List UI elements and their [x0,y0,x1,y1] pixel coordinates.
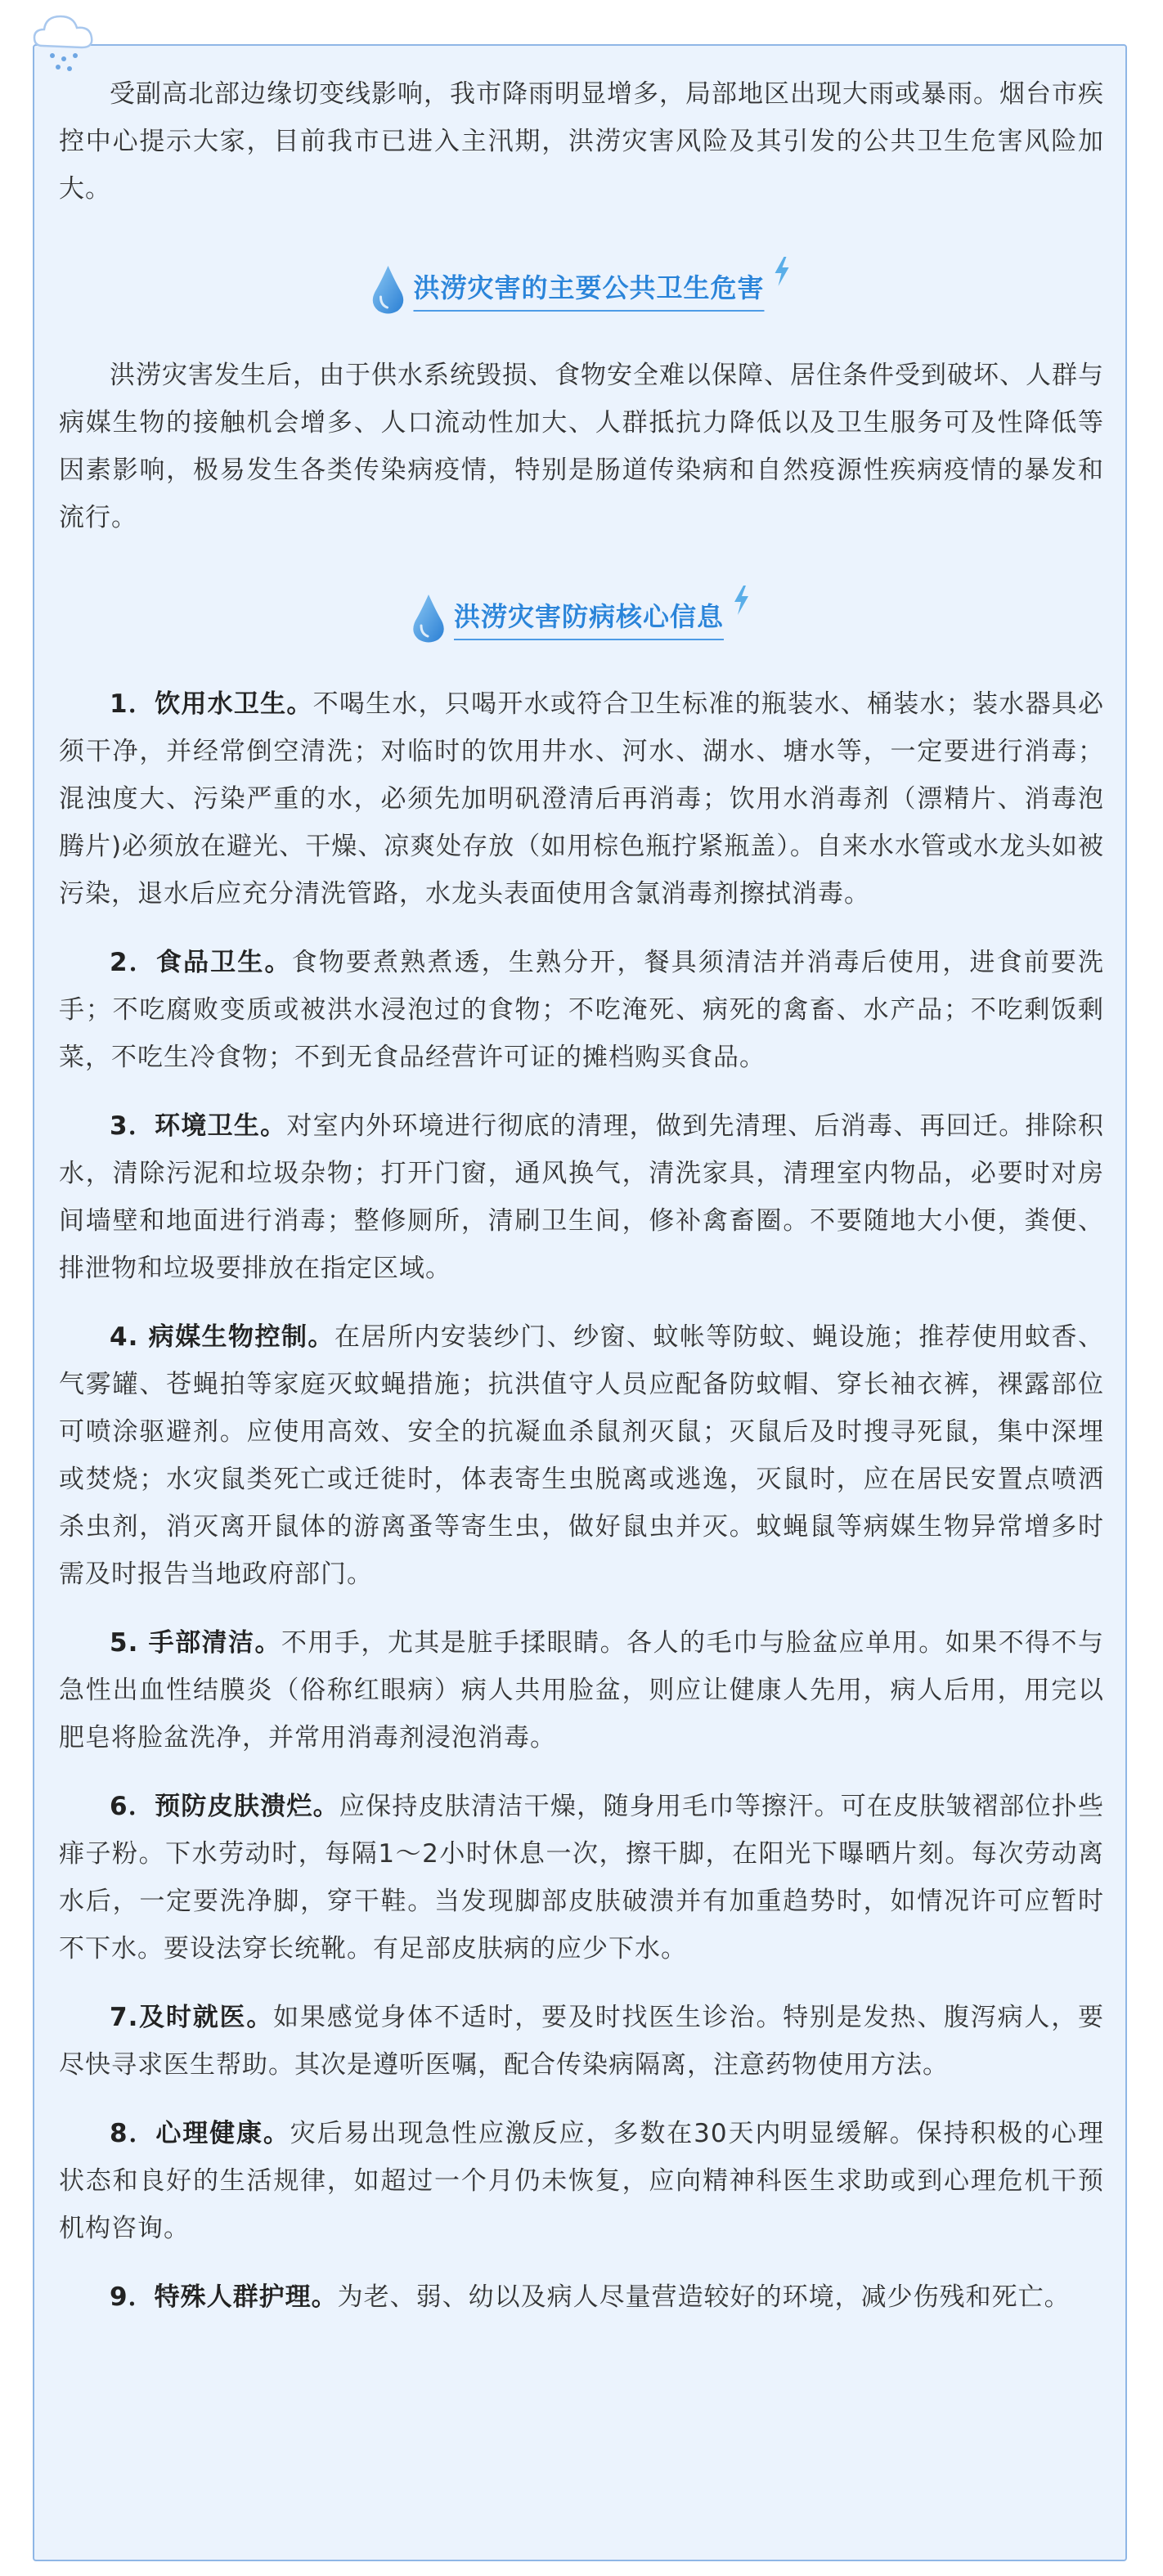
list-item [59,939,1104,1081]
item-text: 不喝生水，只喝开水或符合卫生标准的瓶装水、桶装水；装水器具必须干净，并经常倒空清洗；对临时的饮用井水、河水、湖水、塘水等，一定要进行消毒；混浊度大、污染严重的水，必须先加明矾澄清后再消毒；饮用水消毒剂（漂精片、消毒泡腾片)必须放在避光、干燥、凉爽处存放（如用棕色瓶拧紧瓶盖）。自来水水管或水龙头如被污染，退水后应充分清洗管路，水龙头表面使用含氯消毒剂擦拭消毒。 [59,689,1104,909]
item-text: 灾后易出现急性应激反应，多数在30天内明显缓解。保持积极的心理状态和良好的生活规律，如超过一个月仍未恢复，应向精神科医生求助或到心理危机干预机构咨询。 [59,2119,1104,2243]
intro-paragraph: 受副高北部边缘切变线影响，我市降雨明显增多，局部地区出现大雨或暴雨。烟台市疾控中心提示大家，目前我市已进入主汛期，洪涝灾害风险及其引发的公共卫生危害风险加大。 [59,79,1104,204]
item-text: 为老、弱、幼以及病人尽量营造较好的环境，减少伤残和死亡。 [337,2282,1071,2312]
core-info-list [59,680,1104,2321]
item-lead: 9．特殊人群护理。 [110,2282,338,2312]
section-body: 洪涝灾害发生后，由于供水系统毁损、食物安全难以保障、居住条件受到破坏、人群与病媒生物的接触机会增多、人口流动性加大、人群抵抗力降低以及卫生服务可及性降低等因素影响，极易发生各类传染病疫情，特别是肠道传染病和自然疫源性疾病疫情的暴发和流行。 [59,361,1104,532]
item-text: 不用手，尤其是脏手揉眼睛。各人的毛巾与脸盆应单用。如果不得不与急性出血性结膜炎（俗称红眼病）病人共用脸盆，则应让健康人先用，病人后用，用完以肥皂将脸盆洗净，并常用消毒剂浸泡消毒。 [59,1628,1104,1752]
water-drop-icon [411,593,446,644]
item-lead: 6．预防皮肤溃烂。 [110,1792,339,1821]
item-text: 食物要煮熟煮透，生熟分开，餐具须清洁并消毒后使用，进食前要洗手；不吃腐败变质或被洪水浸泡过的食物；不吃淹死、病死的禽畜、水产品；不吃剩饭剩菜，不吃生冷食物；不到无食品经营许可证的摊档购买食品。 [59,948,1104,1072]
lightning-icon [771,255,793,288]
list-item [59,1783,1104,1972]
list-item [59,680,1104,918]
item-text: 如果感觉身体不适时，要及时找医生诊治。特别是发热、腹泻病人，要尽快寻求医生帮助。其次是遵听医嘱，配合传染病隔离，注意药物使用方法。 [59,2003,1104,2080]
list-item [59,1619,1104,1761]
item-lead: 2．食品卫生。 [110,948,292,977]
cloud-rain-icon [31,5,100,79]
item-lead: 5. 手部清洁。 [110,1628,281,1658]
item-text: 应保持皮肤清洁干燥，随身用毛巾等擦汗。可在皮肤皱褶部位扑些痱子粉。下水劳动时，每隔1～2小时休息一次，擦干脚，在阳光下曝晒片刻。每次劳动离水后，一定要洗净脚，穿干鞋。当发现脚部皮肤破溃并有加重趋势时，如情况许可应暂时不下水。要设法穿长统靴。有足部皮肤病的应少下水。 [59,1792,1105,1963]
list-item [59,2273,1104,2321]
section-heading-hazards [59,242,1104,327]
item-lead: 7.及时就医。 [110,2003,274,2032]
item-lead: 4. 病媒生物控制。 [110,1322,335,1352]
section-title: 洪涝灾害的主要公共卫生危害 [413,267,764,312]
list-item [59,1994,1104,2089]
lightning-icon [730,584,752,617]
item-text: 对室内外环境进行彻底的清理，做到先清理、后消毒、再回迁。排除积水，清除污泥和垃圾杂物；打开门窗，通风换气，清洗家具，清理室内物品，必要时对房间墙壁和地面进行消毒；整修厕所，清刷卫生间，修补禽畜圈。不要随地大小便，粪便、排泄物和垃圾要排放在指定区域。 [59,1111,1104,1283]
list-item [59,1102,1104,1292]
item-lead: 3．环境卫生。 [110,1111,287,1141]
section-title: 洪涝灾害防病核心信息 [454,596,724,640]
list-item [59,2110,1104,2252]
section-heading-core-info [59,571,1104,656]
article-content [59,70,1104,2321]
list-item [59,1313,1104,1598]
item-lead: 1．饮用水卫生。 [110,689,313,719]
water-drop-icon [370,264,405,315]
item-lead: 8．心理健康。 [110,2119,290,2148]
item-text: 在居所内安装纱门、纱窗、蚊帐等防蚊、蝇设施；推荐使用蚊香、气雾罐、苍蝇拍等家庭灭蚊蝇措施；抗洪值守人员应配备防蚊帽、穿长袖衣裤，裸露部位可喷涂驱避剂。应使用高效、安全的抗凝血杀鼠剂灭鼠；灭鼠后及时搜寻死鼠，集中深埋或焚烧；水灾鼠类死亡或迁徙时，体表寄生虫脱离或逃逸，灭鼠时，应在居民安置点喷洒杀虫剂，消灭离开鼠体的游离蚤等寄生虫，做好鼠虫并灭。蚊蝇鼠等病媒生物异常增多时需及时报告当地政府部门。 [59,1322,1105,1589]
